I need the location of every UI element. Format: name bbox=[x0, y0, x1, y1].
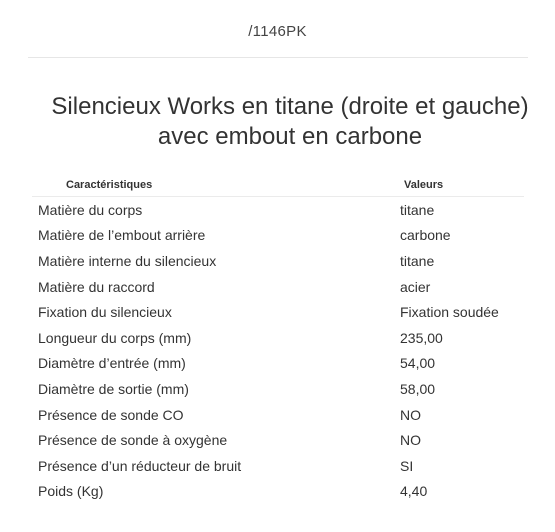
table-row bbox=[32, 351, 524, 377]
table-row bbox=[32, 274, 524, 300]
spec-name: Fixation du silencieux bbox=[38, 304, 172, 321]
spec-value: 58,00 bbox=[400, 380, 436, 397]
spec-name: Diamètre de sortie (mm) bbox=[38, 380, 189, 397]
spec-value: NO bbox=[400, 406, 421, 423]
table-row bbox=[32, 248, 524, 274]
specs-table bbox=[32, 174, 524, 504]
table-row bbox=[32, 325, 524, 351]
specs-header-row bbox=[32, 174, 524, 197]
table-row bbox=[32, 427, 524, 453]
spec-value: titane bbox=[400, 252, 435, 269]
spec-value: 235,00 bbox=[400, 329, 443, 346]
spec-value: acier bbox=[400, 278, 431, 295]
table-row bbox=[32, 376, 524, 402]
table-row bbox=[32, 223, 524, 249]
spec-name: Matière du raccord bbox=[38, 278, 155, 295]
spec-value: NO bbox=[400, 432, 421, 449]
spec-name: Poids (Kg) bbox=[38, 483, 104, 500]
table-row bbox=[32, 402, 524, 428]
spec-name: Présence de sonde à oxygène bbox=[38, 432, 228, 449]
divider bbox=[28, 57, 528, 58]
spec-name: Matière interne du silencieux bbox=[38, 252, 217, 269]
column-header-values: Valeurs bbox=[386, 174, 524, 197]
spec-value: SI bbox=[400, 457, 414, 474]
spec-value: 54,00 bbox=[400, 355, 436, 372]
column-header-characteristics: Caractéristiques bbox=[32, 174, 386, 197]
table-row bbox=[32, 197, 524, 223]
spec-value: titane bbox=[400, 201, 435, 218]
product-title: Silencieux Works en titane (droite et gauche) avec embout en carbone bbox=[51, 93, 529, 150]
spec-value: carbone bbox=[400, 227, 451, 244]
spec-name: Présence de sonde CO bbox=[38, 406, 184, 423]
product-sku: /1146PK bbox=[248, 23, 307, 40]
spec-value: 4,40 bbox=[400, 483, 428, 500]
spec-name: Diamètre d’entrée (mm) bbox=[38, 355, 186, 372]
spec-name: Matière de l’embout arrière bbox=[38, 227, 206, 244]
table-row bbox=[32, 479, 524, 505]
spec-name: Présence d’un réducteur de bruit bbox=[38, 457, 242, 474]
spec-name: Longueur du corps (mm) bbox=[38, 329, 192, 346]
spec-name: Matière du corps bbox=[38, 201, 143, 218]
table-row bbox=[32, 453, 524, 479]
spec-value: Fixation soudée bbox=[400, 304, 499, 321]
table-row bbox=[32, 299, 524, 325]
